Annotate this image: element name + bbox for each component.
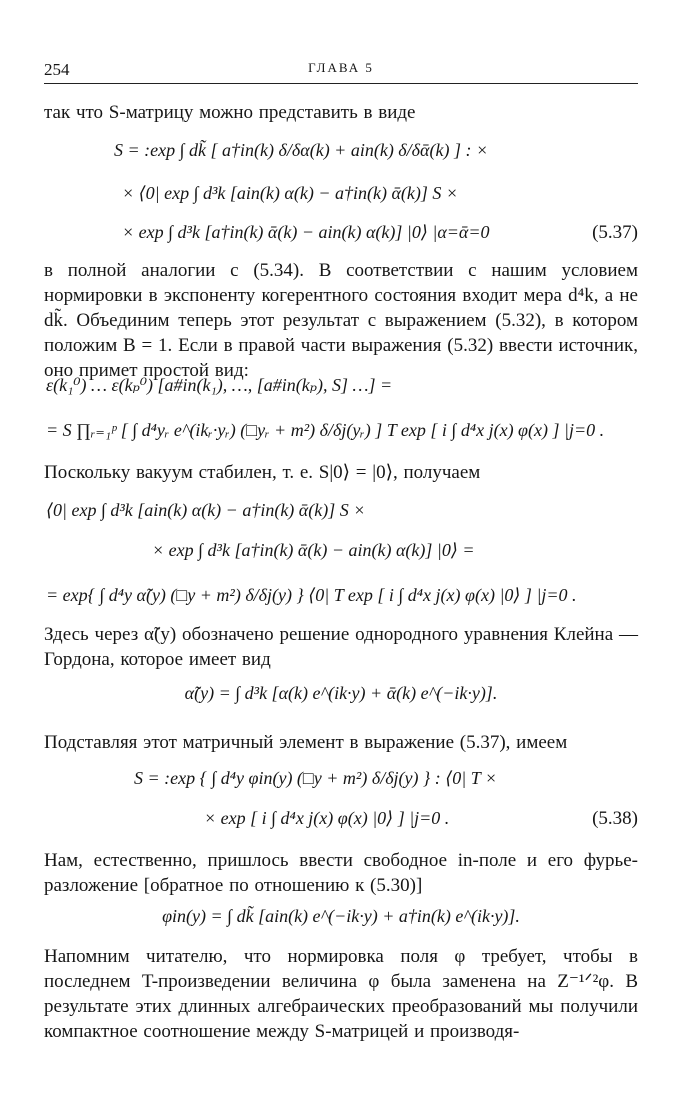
paragraph-klein-gordon: Здесь через α̃(y) обозначено решение однородного уравнения Клейна — Гордона, которое имеет вид (44, 624, 638, 670)
equation-alpha-solution: α̃(y) = ∫ d³k [α(k) e^(ik·y) + ᾱ(k) e^(−ik·y)]. (184, 683, 498, 703)
equation-5-37-line-3: × exp ∫ d³k [a†in(k) ᾱ(k) − ain(k) α(k)] |0⟩ |α=ᾱ=0 (5.37) (122, 222, 638, 243)
paragraph-normalization: Напомним читателю, что нормировка поля φ требует, чтобы в последнем T-произведении величина φ была заменена на Z⁻¹ᐟ²φ. В результате этих длинных алгебраических преобразований мы получили компактное соотношение между S-матрицей и производя- (44, 946, 638, 1042)
equation-vacuum-line-3: = exp{ ∫ d⁴y α̃(y) (□y + m²) δ/δj(y) } ⟨0| T exp [ i ∫ d⁴x j(x) φ(x) |0⟩ ] |j=0 . (46, 585, 577, 605)
page-header (44, 54, 638, 84)
equation-vacuum-line-1: ⟨0| exp ∫ d³k [ain(k) α(k) − a†in(k) ᾱ(k)] S × (46, 500, 366, 520)
paragraph-in-field: Нам, естественно, пришлось ввести свободное in-поле и его фурье-разложение [обратное по отношению к (5.30)] (44, 850, 638, 896)
equation-phi-in: φin(y) = ∫ dk̃ [ain(k) e^(−ik·y) + a†in(k) e^(ik·y)]. (162, 906, 520, 926)
equation-source-line-1: ε(k₁⁰) … ε(kₚ⁰) [a#in(k₁), …, [a#in(kₚ), S] …] = (46, 375, 393, 395)
paragraph-analogy: в полной аналогии с (5.34). В соответствии с нашим условием нормировки в экспоненту когерентного состояния входит мера d⁴k, а не dk̃. Объединим теперь этот результат с выражением (5.32), в котором положим B = 1. Если в правой части выражения (5.32) ввести источник, оно примет простой вид: (44, 260, 638, 381)
paragraph-intro: так что S-матрицу можно представить в виде (44, 102, 416, 123)
equation-5-37-line-2: × ⟨0| exp ∫ d³k [ain(k) α(k) − a†in(k) ᾱ(k)] S × (122, 183, 459, 203)
equation-5-37-line-1: S = :exp ∫ dk̃ [ a†in(k) δ/δα(k) + ain(k) δ/δᾱ(k) ] : × (114, 140, 489, 160)
equation-vacuum-line-2: × exp ∫ d³k [a†in(k) ᾱ(k) − ain(k) α(k)] |0⟩ = (152, 540, 475, 560)
paragraph-substitution: Подставляя этот матричный элемент в выражение (5.37), имеем (44, 732, 568, 753)
equation-5-38-line-1: S = :exp { ∫ d⁴y φin(y) (□y + m²) δ/δj(y) } : ⟨0| T × (134, 768, 498, 788)
equation-number-5-38: (5.38) (592, 808, 638, 829)
equation-source-line-2: = S ∏ᵣ₌₁ᵖ [ ∫ d⁴yᵣ e^(ikᵣ·yᵣ) (□yᵣ + m²) δ/δj(yᵣ) ] T exp [ i ∫ d⁴x j(x) φ(x) ] |j=0 . (46, 420, 605, 440)
running-head: ГЛАВА 5 (308, 60, 374, 75)
equation-5-38-line-2: × exp [ i ∫ d⁴x j(x) φ(x) |0⟩ ] |j=0 . (5.38) (204, 808, 638, 829)
equation-number-5-37: (5.37) (592, 222, 638, 243)
header-rule (44, 83, 638, 84)
paragraph-vacuum: Поскольку вакуум стабилен, т. е. S|0⟩ = |0⟩, получаем (44, 462, 481, 483)
page-number: 254 (44, 60, 70, 79)
